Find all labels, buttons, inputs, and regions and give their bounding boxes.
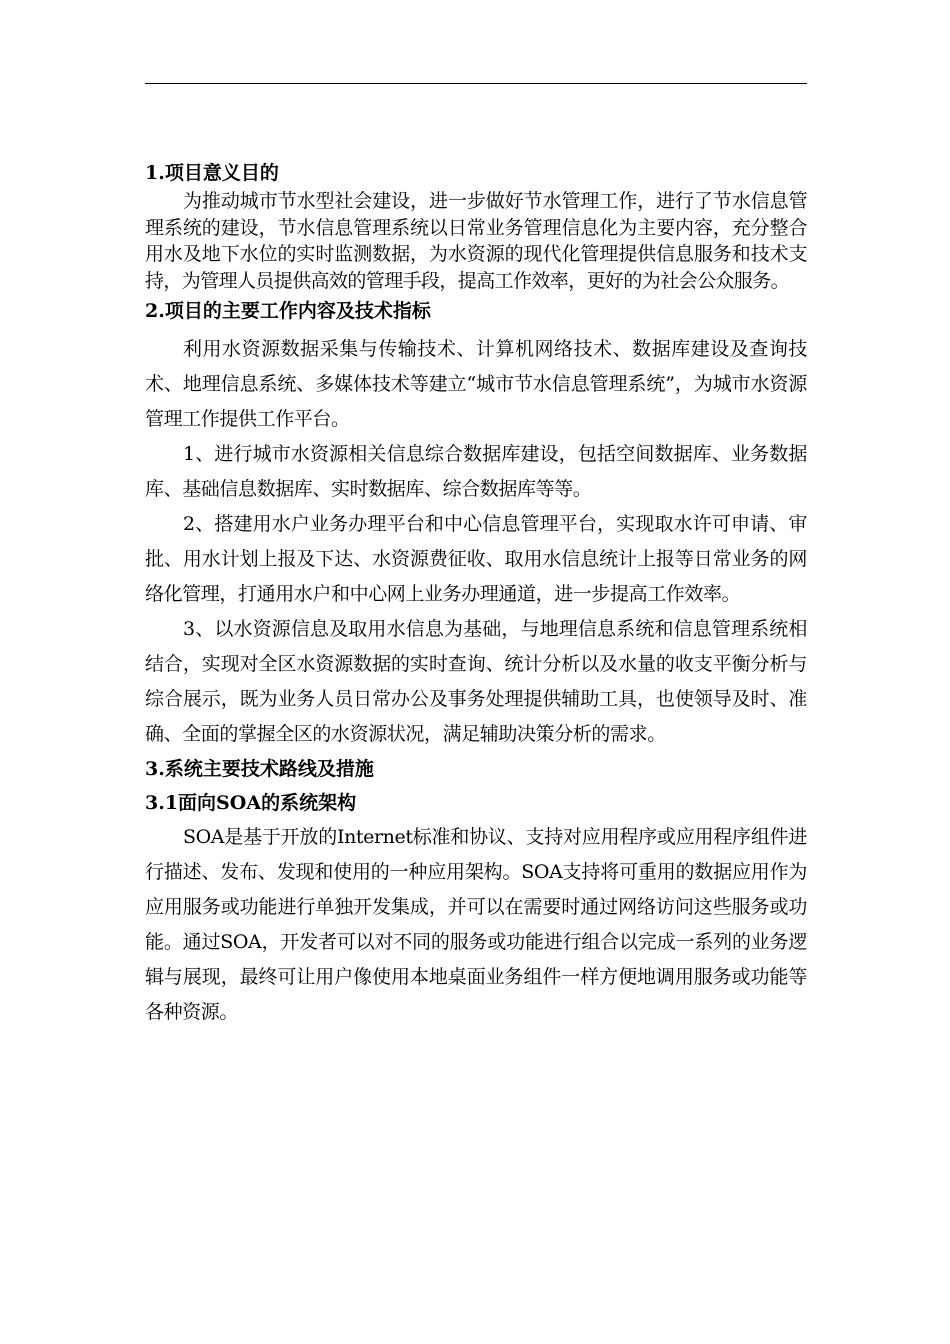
section-1-heading: 1.项目意义目的 <box>145 162 279 184</box>
section-3-1-heading: 3.1面向SOA的系统架构 <box>145 792 357 814</box>
section-2-item-1: 1、进行城市水资源相关信息综合数据库建设，包括空间数据库、业务数据库、基础信息数据库、实时数据库、综合数据库等等。 <box>145 443 807 500</box>
header-rule <box>145 83 807 84</box>
section-1-paragraph: 为推动城市节水型社会建设，进一步做好节水管理工作，进行了节水信息管理系统的建设，节水信息管理系统以日常业务管理信息化为主要内容，充分整合用水及地下水位的实时监测数据，为水资源的现代化管理提供信息服务和技术支持，为管理人员提供高效的管理手段，提高工作效率，更好的为社会公众服务。 <box>145 190 807 292</box>
section-2-item-2: 2、搭建用水户业务办理平台和中心信息管理平台，实现取水许可申请、审批、用水计划上报及下达、水资源费征收、取用水信息统计上报等日常业务的网络化管理，打通用水户和中心网上业务办理通道，进一步提高工作效率。 <box>145 513 807 605</box>
document-body <box>145 158 807 1030</box>
section-2-intro-paragraph: 利用水资源数据采集与传输技术、计算机网络技术、数据库建设及查询技术、地理信息系统、多媒体技术等建立“城市节水信息管理系统”，为城市水资源管理工作提供工作平台。 <box>145 338 807 430</box>
section-3-heading: 3.系统主要技术路线及措施 <box>145 758 374 780</box>
section-2-heading: 2.项目的主要工作内容及技术指标 <box>145 300 431 322</box>
section-2-item-3: 3、以水资源信息及取用水信息为基础，与地理信息系统和信息管理系统相结合，实现对全区水资源数据的实时查询、统计分析以及水量的收支平衡分析与综合展示，既为业务人员日常办公及事务处理提供辅助工具，也使领导及时、准确、全面的掌握全区的水资源状况，满足辅助决策分析的需求。 <box>145 618 807 745</box>
section-3-1-paragraph: SOA是基于开放的Internet标准和协议、支持对应用程序或应用程序组件进行描述、发布、发现和使用的一种应用架构。SOA支持将可重用的数据应用作为应用服务或功能进行单独开发集成，并可以在需要时通过网络访问这些服务或功能。通过SOA，开发者可以对不同的服务或功能进行组合以完成一系列的业务逻辑与展现，最终可让用户像使用本地桌面业务组件一样方便地调用服务或功能等各种资源。 <box>145 826 807 1023</box>
